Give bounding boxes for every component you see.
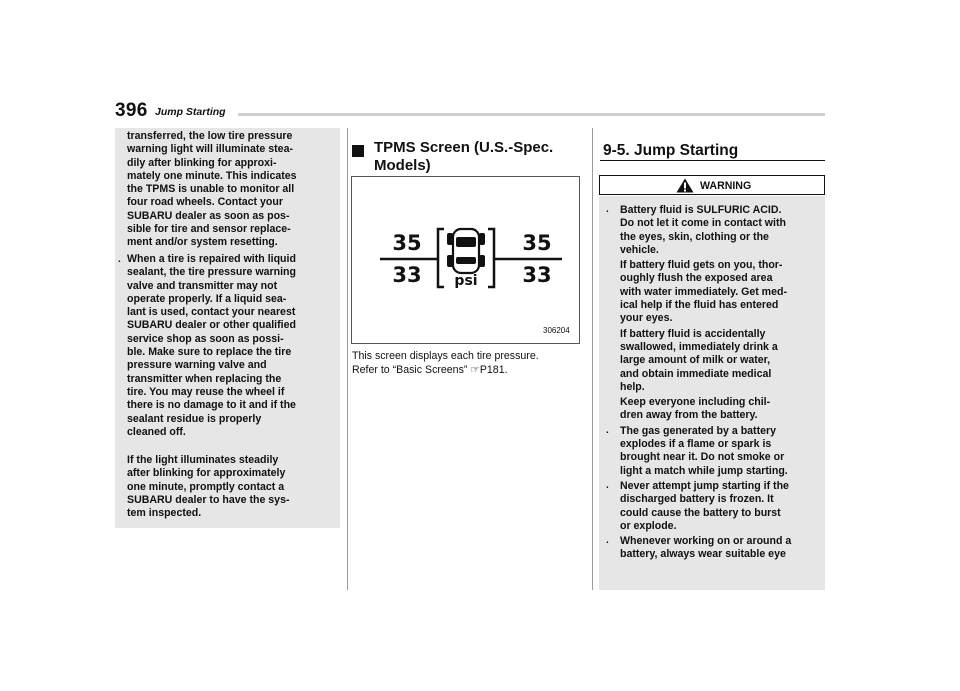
bullet-marker: . [606,479,609,491]
left-bracket [438,229,444,287]
right-bracket [488,229,494,287]
text-line: ble. Make sure to replace the tire [127,346,292,359]
bullet-marker: . [606,424,609,436]
warning-item-text [620,480,820,533]
figure-id: 306204 [543,326,570,335]
text-line: dily after blinking for approxi- [127,156,277,169]
text-line: explodes if a flame or spark is [620,438,772,451]
text-line: battery, always wear suitable eye [620,548,786,561]
steady-light-paragraph [127,454,334,520]
heading-line-2: Models) [374,157,431,174]
text-line: SUBARU dealer to have the sys- [127,493,290,506]
warning-sub-paragraph [620,396,820,423]
text-line: or explode. [620,519,677,532]
section-title-underline [600,160,825,161]
warning-items [602,204,820,564]
text-line: operate properly. If a liquid sea- [127,292,287,305]
warning-item [602,480,820,533]
warning-item-text [620,425,820,478]
text-line: service shop as soon as possi- [127,332,284,345]
text-line: If the light illuminates steadily [127,454,279,466]
text-line: and obtain immediate medical [620,367,772,380]
warning-sub-paragraph [620,328,820,394]
text-line: If battery fluid gets on you, thor- [620,259,783,272]
text-line: If battery fluid is accidentally [620,327,766,340]
text-line: transmitter when replacing the [127,372,282,385]
pressure-unit: psi [454,273,478,289]
text-line: When a tire is repaired with liquid [127,253,296,265]
text-line: the TPMS is unable to monitor all [127,183,295,196]
text-line: SUBARU dealer as soon as pos- [127,209,290,222]
warning-item [602,425,820,478]
text-line: pressure warning valve and [127,359,267,372]
running-section-name: Jump Starting [155,106,226,118]
front-right-pressure: 35 [522,231,552,255]
text-line: cleaned off. [127,425,186,438]
text-line: Whenever working on or around a [620,535,792,548]
description-line-1: This screen displays each tire pressure. [352,350,539,362]
reference-text: Refer to “Basic Screens” [352,363,471,376]
text-line: Keep everyone including chil- [620,396,771,409]
text-line: the eyes, skin, clothing or the [620,230,769,243]
text-line: vehicle. [620,243,659,256]
text-line: after blinking for approximately [127,467,286,480]
text-line: tem inspected. [127,507,202,520]
warning-sub-paragraph [620,259,820,325]
warning-label: WARNING [700,180,752,192]
text-line: mately one minute. This indicates [127,169,297,182]
warning-item [602,535,820,562]
text-line: dren away from the battery. [620,409,758,422]
column-divider-left [347,128,348,590]
text-line: large amount of milk or water, [620,354,771,367]
description-line-2 [352,364,586,378]
rear-left-pressure: 33 [392,263,422,287]
bullet-marker: . [118,254,121,265]
tpms-display-illustration [352,177,579,343]
text-line: help. [620,380,645,393]
header-rule [238,113,825,116]
text-line: ical help if the fluid has entered [620,299,779,312]
text-line: swallowed, immediately drink a [620,340,778,353]
text-line: four road wheels. Contact your [127,196,283,209]
bullet-marker: . [606,535,609,547]
caution-continuation-text [127,130,334,250]
text-line: your eyes. [620,312,673,325]
text-line: there is no damage to it and if the [127,399,296,412]
column-divider-right [592,128,593,590]
text-line: transferred, the low tire pressure [127,130,293,142]
bullet-paragraph [127,253,334,439]
tpms-screen-heading [374,139,584,175]
text-line: oughly flush the exposed area [620,272,773,285]
text-line: brought near it. Do not smoke or [620,451,785,464]
warning-item-text [620,535,820,562]
text-line: valve and transmitter may not [127,279,278,292]
bullet-item-liquid-sealant [127,253,334,439]
text-line: discharged battery is frozen. It [620,493,774,506]
text-line: could cause the battery to burst [620,506,781,519]
text-line: lant is used, contact your nearest [127,306,296,319]
tpms-description [352,350,586,377]
warning-triangle-icon [676,178,694,193]
text-line: Battery fluid is SULFURIC ACID. [620,204,782,216]
steady-light-lines [127,454,334,520]
text-line: Do not let it come in contact with [620,217,786,230]
bullet-marker: . [606,204,609,215]
continuation-paragraph [127,130,334,250]
text-line: tire. You may reuse the wheel if [127,385,285,398]
text-line: warning light will illuminate stea- [127,143,293,156]
text-line: one minute, promptly contact a [127,480,285,493]
tpms-figure [351,176,580,344]
text-line: The gas generated by a battery [620,424,777,437]
finger-pointing-icon: ☞ [470,363,480,376]
section-title: 9-5. Jump Starting [603,142,739,159]
page-reference-link[interactable]: P181. [479,363,508,376]
warning-item-text [620,204,820,257]
front-left-pressure: 35 [392,231,422,255]
text-line: sealant residue is properly [127,412,262,425]
warning-item [602,204,820,423]
text-line: sealant, the tire pressure warning [127,266,296,279]
rear-right-pressure: 33 [522,263,552,287]
text-line: sible for tire and sensor replace- [127,223,291,236]
heading-line-1: TPMS Screen (U.S.-Spec. [374,139,554,156]
text-line: ment and/or system resetting. [127,236,278,249]
square-bullet-icon [352,145,364,157]
page-number: 396 [115,100,148,121]
car-top-view-icon [447,229,485,273]
text-line: Never attempt jump starting if the [620,479,789,492]
text-line: with water immediately. Get med- [620,285,787,298]
text-line: light a match while jump starting. [620,464,788,477]
text-line: SUBARU dealer or other qualified [127,319,296,332]
